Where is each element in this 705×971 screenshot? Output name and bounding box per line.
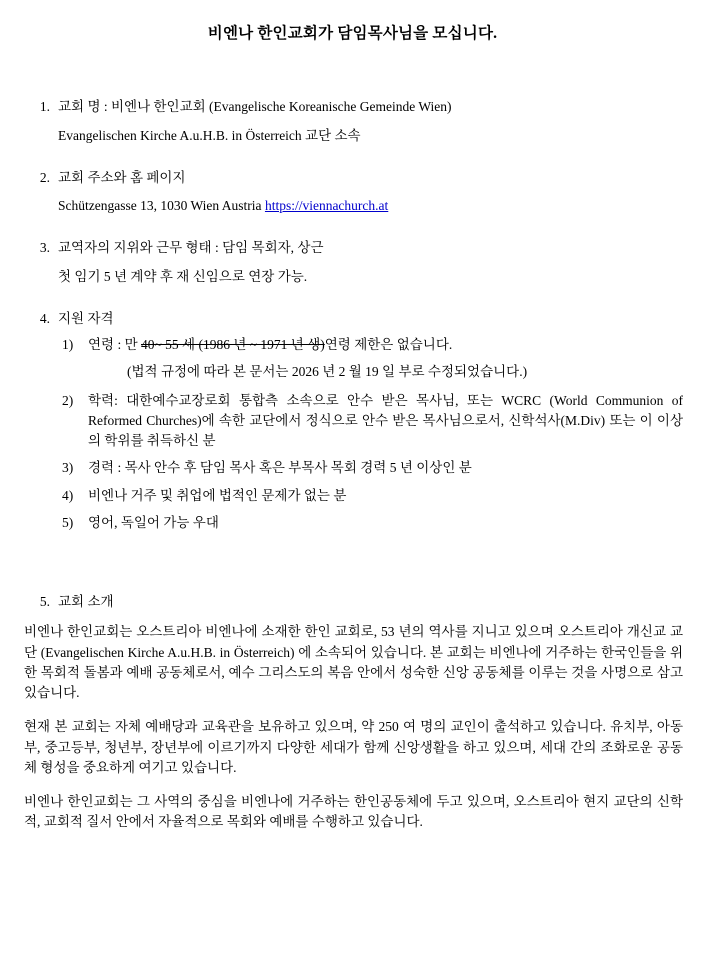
section-gap-1 (22, 146, 683, 168)
section-position (22, 238, 683, 287)
qualification-residency: 비엔나 거주 및 취업에 법적인 문제가 없는 분 (88, 487, 347, 503)
qualification-education: 학력: 대한예수교장로회 통합측 소속으로 안수 받은 목사님, 또는 WCRC (World Communion of Reformed Churches)에 속한 교단에서 정식으로 안수 받은 목사님으로서, 신학석사(M.Div) 또는 이 이상의 학위를 취득하신 분 (88, 392, 683, 448)
qualification-number: 5) (62, 514, 74, 530)
section-church-name-text: 교회 명 : 비엔나 한인교회 (Evangelische Koreanische Gemeinde Wien) (58, 99, 452, 115)
introduction-paragraph: 비엔나 한인교회는 오스트리아 비엔나에 소재한 한인 교회로, 53 년의 역사를 지니고 있으며 오스트리아 개신교 교단 (Evangelischen Kirche A.u.H.B. in Österreich) 에 소속되어 있습니다. 본 교회는 비엔나에 거주하는 한국인들을 위한 목회적 돌봄과 예배 공동체로서, 예수 그리스도의 복음 안에서 성숙한 신앙 공동체를 이루는 것을 사명으로 삼고 있습니다. (24, 624, 683, 700)
list-item (22, 335, 683, 355)
section-church-name (22, 97, 683, 146)
qualification-number: 4) (62, 487, 74, 503)
church-homepage-link[interactable]: https://viennachurch.at (264, 198, 389, 213)
section-qualifications (22, 309, 683, 533)
list-item (22, 391, 683, 452)
section-address-text: 교회 주소와 홈 페이지 (58, 169, 186, 185)
section-church-name-sub: Evangelischen Kirche A.u.H.B. in Österreich 교단 소속 (58, 127, 361, 143)
section-position-sub: 첫 임기 5 년 계약 후 재 신임으로 연장 가능. (58, 268, 308, 284)
section-introduction-head (22, 592, 683, 612)
qualification-age-note: (법적 규정에 따라 본 문서는 2026 년 2 월 19 일 부로 수정되었습니다.) (127, 364, 528, 380)
section-qualifications-head (22, 309, 683, 329)
list-item (22, 513, 683, 533)
qualification-number: 2) (62, 392, 74, 408)
qualification-age-struck: 40~ 55 세 (1986 년 ~ 1971 년 생) (141, 337, 325, 352)
section-address-sub (22, 196, 683, 216)
section-position-head (22, 238, 683, 258)
qualification-language: 영어, 독일어 가능 우대 (88, 514, 219, 530)
section-gap-2 (22, 216, 683, 238)
section-introduction (22, 592, 683, 833)
section-gap-4 (22, 540, 683, 592)
section-number: 1. (39, 99, 50, 115)
qualification-list (22, 335, 683, 533)
section-number: 3. (39, 240, 50, 256)
qualification-age-prefix: 연령 : 만 (88, 337, 141, 352)
introduction-paragraph: 현재 본 교회는 자체 예배당과 교육관을 보유하고 있으며, 약 250 여 명의 교인이 출석하고 있습니다. 유치부, 아동부, 중고등부, 청년부, 장년부에 이르기까지 다양한 세대가 함께 신앙생활을 하고 있으며, 세대 간의 조화로운 공동체 형성을 중요하게 여기고 있습니다. (24, 719, 683, 775)
section-church-name-head (22, 97, 683, 117)
qualification-age-suffix: 연령 제한은 없습니다. (324, 337, 453, 352)
title-spacer (22, 45, 683, 97)
qualification-experience: 경력 : 목사 안수 후 담임 목사 혹은 부목사 목회 경력 5 년 이상인 분 (88, 460, 472, 476)
introduction-body (22, 622, 683, 832)
introduction-paragraph: 비엔나 한인교회는 그 사역의 중심을 비엔나에 거주하는 한인공동체에 두고 있으며, 오스트리아 현지 교단의 신학적, 교회적 질서 안에서 자율적으로 목회와 예배를 수행하고 있습니다. (24, 794, 683, 830)
qualification-number: 1) (62, 337, 74, 352)
qualification-age (88, 335, 683, 355)
section-number: 2. (39, 169, 50, 185)
section-number: 5. (39, 594, 50, 609)
section-qualifications-text: 지원 자격 (58, 310, 114, 326)
section-position-text: 교역자의 지위와 근무 형태 : 담임 목회자, 상근 (58, 240, 324, 256)
section-gap-3 (22, 287, 683, 309)
page-title: 비엔나 한인교회가 담임목사님을 모십니다. (207, 25, 498, 42)
qualification-number: 3) (62, 460, 74, 476)
list-item (22, 458, 683, 478)
list-item (22, 486, 683, 506)
church-address: Schützengasse 13, 1030 Wien Austria (58, 198, 265, 213)
section-address (22, 168, 683, 217)
section-introduction-text: 교회 소개 (58, 594, 114, 609)
section-address-head (22, 168, 683, 188)
section-number: 4. (39, 310, 50, 326)
